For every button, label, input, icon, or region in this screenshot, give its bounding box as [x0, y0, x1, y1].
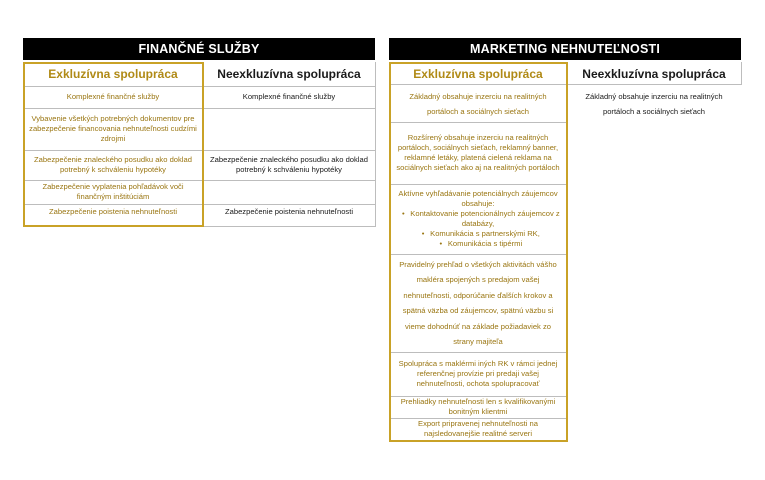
financial-exclusive-row: Zabezpečenie vyplatenia pohľadávok voči finančným inštitúciám	[42, 182, 184, 201]
table-divider	[23, 180, 375, 181]
marketing-exclusive-row: Rozšírený obsahuje inzerciu na realitných portáloch, sociálnych sieťach, reklamný banner, reklamné letáky, platená cielená reklama na sociálnych sieťach ako aj na realitných portáloch	[396, 133, 560, 172]
marketing-exclusive-row: Pravidelný prehľad o všetkých aktivitách vášho makléra spojených s predajom vašej nehnuteľnosti, odporúčanie ďalších krokov a spätná väzba od záujemcov, spätnú väzbu si vieme dohodnúť na základe požiadaviek zo strany majiteľa	[399, 259, 557, 346]
financial-nonexclusive-row: Komplexné finančné služby	[242, 92, 336, 101]
table-divider	[741, 62, 742, 84]
financial-nonexclusive-heading: Neexkluzívna spolupráca	[217, 67, 361, 81]
financial-exclusive-row: Zabezpečenie poistenia nehnuteľnosti	[48, 207, 178, 216]
bullet-item: • Komunikácia s partnerskými RK,	[395, 229, 561, 239]
financial-services-title: FINANČNÉ SLUŽBY	[23, 38, 375, 60]
table-divider	[389, 254, 567, 255]
table-divider	[389, 352, 567, 353]
table-divider	[389, 418, 567, 419]
marketing-exclusive-row	[389, 184, 567, 254]
table-divider	[23, 150, 375, 151]
table-divider	[23, 108, 375, 109]
marketing-exclusive-row: Spolupráca s maklérmi iných RK v rámci jednej referenčnej provízie pri predaji vašej nehnuteľnosti, ochota spolupracovať	[398, 359, 558, 388]
marketing-exclusive-heading: Exkluzívna spolupráca	[413, 67, 543, 81]
marketing-nonexclusive-column	[567, 62, 741, 122]
marketing-exclusive-row: Export pripravenej nehnuteľnosti na najsledovanejšie realitné serveri	[418, 419, 538, 438]
financial-nonexclusive-row: Zabezpečenie poistenia nehnuteľnosti	[224, 207, 354, 216]
marketing-title: MARKETING NEHNUTEĽNOSTI	[389, 38, 741, 60]
marketing-exclusive-row: Základný obsahuje inzerciu na realitných portáloch a sociálnych sieťach	[409, 91, 547, 116]
search-bullets	[395, 209, 561, 249]
table-divider	[23, 204, 375, 205]
financial-exclusive-row: Komplexné finančné služby	[66, 92, 160, 101]
financial-exclusive-row: Zabezpečenie znaleckého posudku ako doklad potrebný k schváleniu hypotéky	[34, 155, 192, 174]
bullet-item: • Komunikácia s tipérmi	[395, 239, 561, 249]
table-divider	[389, 84, 742, 85]
financial-nonexclusive-row	[203, 180, 375, 204]
marketing-nonexclusive-heading: Neexkluzívna spolupráca	[582, 67, 726, 81]
search-intro: Aktívne vyhľadávanie potenciálnych záujemcov obsahuje:	[398, 189, 558, 208]
marketing-nonexclusive-row: Základný obsahuje inzerciu na realitných portáloch a sociálnych sieťach	[585, 91, 723, 116]
marketing-exclusive-row: Prehliadky nehnuteľnosti len s kvalifikovanými bonitným klientmi	[400, 397, 556, 416]
financial-exclusive-heading: Exkluzívna spolupráca	[48, 67, 178, 81]
table-divider	[375, 62, 376, 227]
bullet-item: • Kontaktovanie potencionálnych záujemcov z databázy,	[395, 209, 561, 229]
table-divider	[23, 86, 375, 87]
financial-nonexclusive-row: Zabezpečenie znaleckého posudku ako doklad potrebný k schváleniu hypotéky	[210, 155, 368, 174]
financial-exclusive-row: Vybavenie všetkých potrebných dokumentov pre zabezpečenie financovania nehnuteľnosti cudzími zdrojmi	[29, 114, 197, 143]
table-divider	[389, 122, 567, 123]
financial-nonexclusive-row	[203, 108, 375, 150]
table-divider	[389, 184, 567, 185]
table-divider	[389, 396, 567, 397]
table-divider	[203, 226, 376, 227]
marketing-exclusive-column	[389, 62, 567, 442]
